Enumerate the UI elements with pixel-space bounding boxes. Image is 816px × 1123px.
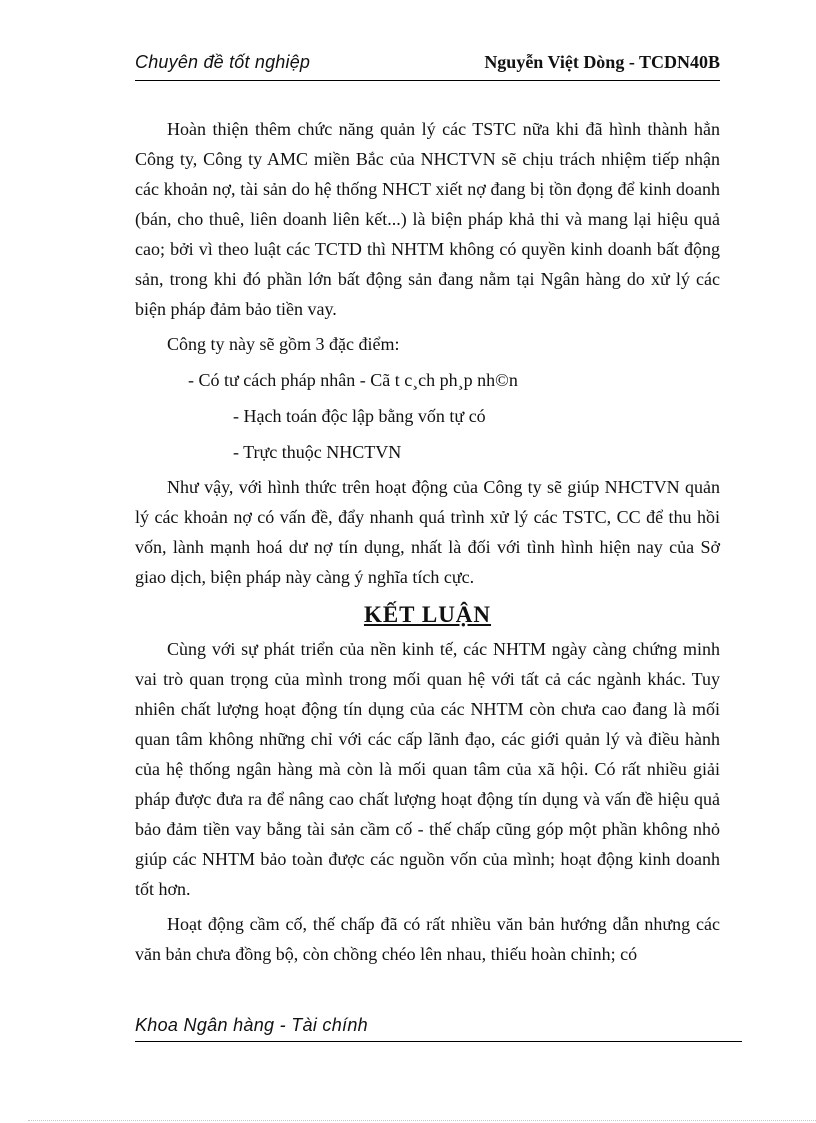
page-bottom-divider bbox=[28, 1120, 816, 1121]
paragraph-3: Như vậy, với hình thức trên hoạt động của Công ty sẽ giúp NHCTVN quản lý các khoản nợ có vấn đề, đẩy nhanh quá trình xử lý các TSTC, CC để thu hồi vốn, lành mạnh hoá dư nợ tín dụng, nhất là đối với tình hình hiện nay của Sở giao dịch, biện pháp này càng ý nghĩa tích cực. bbox=[135, 477, 720, 587]
paragraph-5: Hoạt động cầm cố, thế chấp đã có rất nhiều văn bản hướng dẫn nhưng các văn bản chưa đồng bộ, còn chồng chéo lên nhau, thiếu hoàn chỉnh; có bbox=[135, 914, 720, 964]
list-item-2: - Hạch toán độc lập bằng vốn tự có bbox=[233, 406, 486, 426]
list-item-3: - Trực thuộc NHCTVN bbox=[233, 442, 402, 462]
header-title: Chuyên đề tốt nghiệp bbox=[135, 52, 311, 72]
header-author: Nguyễn Việt Dòng - TCDN40B bbox=[484, 52, 720, 72]
footer-text: Khoa Ngân hàng - Tài chính bbox=[135, 1015, 368, 1035]
page-footer bbox=[135, 1015, 742, 1042]
paragraph-4: Cùng với sự phát triển của nền kinh tế, các NHTM ngày càng chứng minh vai trò quan trọng của mình trong mối quan hệ với tất cả các ngành khác. Tuy nhiên chất lượng hoạt động tín dụng của các NHTM còn chưa cao đang là mối quan tâm không những chỉ với các cấp lãnh đạo, các giới quản lý và điều hành của hệ thống ngân hàng mà còn là mối quan tâm của xã hội. Có rất nhiều giải pháp được đưa ra để nâng cao chất lượng hoạt động tín dụng và vấn đề hiệu quả bảo đảm tiền vay bằng tài sản cầm cố - thế chấp cũng góp một phần không nhỏ giúp các NHTM bảo toàn được các nguồn vốn của mình; hoạt động kinh doanh tốt hơn. bbox=[135, 639, 720, 899]
document-body bbox=[135, 114, 720, 969]
paragraph-2: Công ty này sẽ gồm 3 đặc điểm: bbox=[167, 334, 400, 354]
list-item-1: - Có tư cách pháp nhân - Cã t c¸ch ph¸p nh©n bbox=[188, 370, 518, 390]
page-header bbox=[135, 52, 720, 81]
paragraph-1: Hoàn thiện thêm chức năng quản lý các TSTC nữa khi đã hình thành hẳn Công ty, Công ty AMC miền Bắc của NHCTVN sẽ chịu trách nhiệm tiếp nhận các khoản nợ, tài sản do hệ thống NHCT xiết nợ đang bị tồn đọng để kinh doanh (bán, cho thuê, liên doanh liên kết...) là biện pháp khả thi và mang lại hiệu quả cao; bởi vì theo luật các TCTD thì NHTM không có quyền kinh doanh bất động sản, trong khi đó phần lớn bất động sản đang nằm tại Ngân hàng do xử lý các biện pháp đảm bảo tiền vay. bbox=[135, 119, 720, 319]
section-heading: KẾT LUẬN bbox=[363, 602, 492, 627]
